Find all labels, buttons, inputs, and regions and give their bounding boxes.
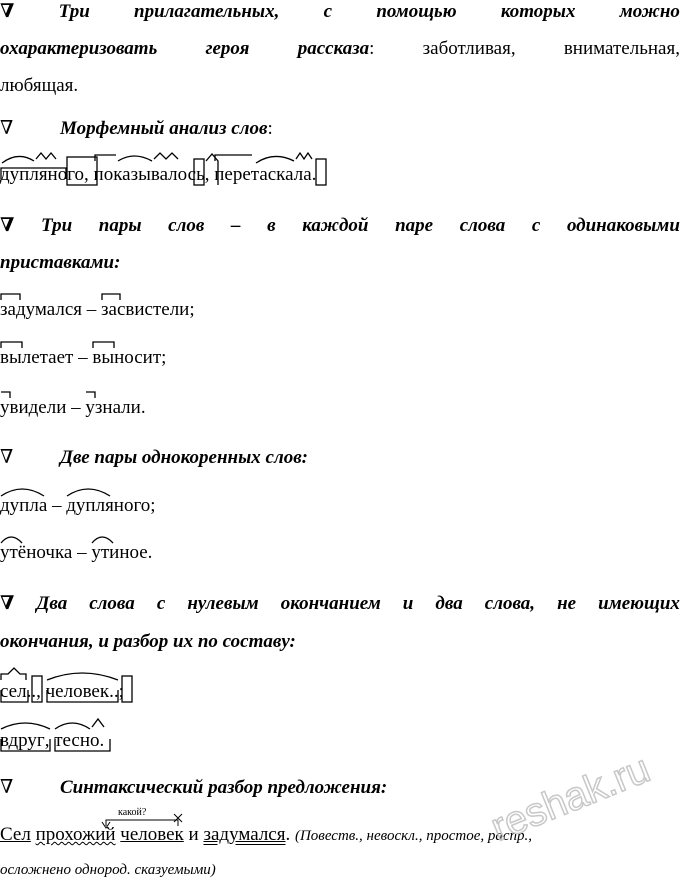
- separator: ,: [36, 681, 46, 702]
- root-word: [66, 494, 155, 518]
- colon: :: [267, 118, 273, 139]
- ending-dots: ..: [109, 681, 119, 702]
- morpheme-word-peretaskala: [214, 163, 311, 187]
- word-text: дупляного: [0, 164, 85, 185]
- morpheme-analysis-line: [0, 163, 680, 187]
- section4-header: [0, 446, 680, 470]
- section2-title: Морфемный анализ слов: [60, 118, 268, 139]
- prefix-word: [0, 298, 82, 322]
- ending-dots: ..: [26, 681, 37, 702]
- header-word: каждой: [302, 215, 369, 236]
- header-word: в: [267, 215, 276, 236]
- root-word: [0, 541, 72, 565]
- prefix-pair-1: [0, 298, 680, 322]
- sentence-subject: человек: [120, 824, 184, 845]
- prefix-word: [0, 396, 66, 420]
- header-word: прилагательных,: [134, 1, 280, 22]
- word-text: узнали.: [85, 397, 146, 418]
- sentence-note-1: (Повеств., невоскл., простое, распр.,: [294, 828, 533, 844]
- word-text: показывалось: [93, 164, 205, 185]
- watermark-text: reshak.ru: [484, 746, 657, 850]
- header-word: и: [402, 593, 414, 614]
- root-word: [0, 494, 47, 518]
- sentence-predicate-1: Сел: [0, 824, 31, 845]
- watermark-logo-icon: [480, 740, 670, 870]
- zero-ending-line: [0, 680, 680, 704]
- section1-header-line1: [0, 0, 680, 24]
- prefix-word: [101, 298, 195, 322]
- period: .: [99, 730, 105, 751]
- period: .: [311, 164, 317, 185]
- prefix-word: [92, 346, 166, 370]
- prefix-word: [85, 396, 145, 420]
- no-ending-word-vdrug: [0, 729, 45, 753]
- sentence-attribute: прохожий: [35, 824, 116, 845]
- root-pair-2: [0, 541, 680, 565]
- header-word: с: [323, 1, 333, 22]
- word-text: выносит;: [92, 347, 167, 368]
- header-word: охарактеризовать: [0, 38, 158, 59]
- header-word: два: [435, 593, 463, 614]
- header-word: рассказа:: [297, 38, 375, 59]
- header-word: с: [156, 593, 166, 614]
- header-word: окончанием: [280, 593, 381, 614]
- semicolon: ;: [118, 681, 124, 702]
- header-word: помощью: [376, 1, 457, 22]
- header-word: –: [230, 215, 241, 236]
- header-word: которых: [500, 1, 576, 22]
- word-text: дупла: [0, 495, 48, 516]
- word-text: тесно: [54, 730, 100, 751]
- word-text: человек: [45, 681, 110, 702]
- separator: ,: [44, 730, 55, 751]
- word-text: утиное.: [91, 542, 153, 563]
- word-text: перетаскала: [214, 164, 312, 185]
- word-text: утёночка: [0, 542, 73, 563]
- section1-header-line2: [0, 37, 680, 61]
- prefix-pair-2: [0, 346, 680, 370]
- sentence-conjunction: и: [188, 824, 199, 845]
- root-pair-1: [0, 494, 680, 518]
- header-word: слова,: [484, 593, 536, 614]
- morpheme-word-dupljanogo: [0, 163, 84, 187]
- answer-word: заботливая,: [422, 38, 516, 59]
- dash: –: [47, 495, 67, 516]
- no-ending-word-tesno: [54, 729, 99, 753]
- header-word: нулевым: [187, 593, 259, 614]
- prefix-word: [0, 346, 73, 370]
- zero-ending-word-sel: [0, 680, 36, 704]
- dash: –: [82, 299, 102, 320]
- header-word: Два: [36, 593, 68, 614]
- period: .: [285, 824, 291, 845]
- separator: ,: [204, 164, 215, 185]
- word-text: сел: [0, 681, 27, 702]
- prefix-pair-3: [0, 396, 680, 420]
- header-word: героя: [205, 38, 250, 59]
- word-text: увидели: [0, 397, 67, 418]
- section3-header-line2: приставками:: [0, 252, 121, 273]
- zero-ending-word-chelovek: [46, 680, 119, 704]
- header-word: паре: [395, 215, 434, 236]
- header-word: имеющих: [598, 593, 680, 614]
- triangle-marker-icon: ∇: [0, 447, 14, 468]
- header-word: Три: [40, 215, 73, 236]
- colon: :: [369, 38, 375, 59]
- morpheme-word-pokazyvalos: [94, 163, 205, 187]
- header-word: не: [557, 593, 577, 614]
- question-label: какой?: [118, 807, 147, 818]
- section1-answer-last: любящая.: [0, 75, 79, 96]
- separator: ,: [84, 164, 94, 185]
- word-text: засвистели;: [101, 299, 195, 320]
- answer-word: внимательная,: [563, 38, 680, 59]
- header-word: слов: [168, 215, 205, 236]
- root-word: [91, 541, 152, 565]
- sentence-predicate-2: задумался: [203, 824, 286, 845]
- section4-title: Две пары однокоренных слов:: [60, 447, 309, 468]
- header-word: с: [531, 215, 541, 236]
- header-word: одинаковыми: [566, 215, 680, 236]
- header-word: Три: [58, 1, 90, 22]
- header-word: слова: [89, 593, 135, 614]
- dash: –: [73, 347, 93, 368]
- triangle-marker-icon: ∇: [0, 1, 15, 22]
- section3-header-line1: [0, 214, 680, 238]
- header-word: слова: [459, 215, 506, 236]
- word-text: вылетает: [0, 347, 74, 368]
- dash: –: [72, 542, 92, 563]
- dash: –: [66, 397, 86, 418]
- triangle-marker-icon: ∇: [0, 215, 15, 236]
- section5-header-line2: окончания, и разбор их по составу:: [0, 631, 296, 652]
- section2-header: [0, 117, 680, 141]
- word-text: дупляного;: [66, 495, 156, 516]
- triangle-marker-icon: ∇: [0, 777, 14, 798]
- word-text: вдруг: [0, 730, 45, 751]
- sentence-note-2: осложнено однород. сказуемыми): [0, 862, 216, 878]
- header-word: можно: [619, 1, 680, 22]
- triangle-marker-icon: ∇: [0, 593, 15, 614]
- section5-header-line1: [0, 592, 680, 616]
- header-word: пары: [98, 215, 142, 236]
- triangle-marker-icon: ∇: [0, 118, 14, 139]
- section6-title: Синтаксический разбор предложения:: [60, 777, 388, 798]
- word-text: задумался: [0, 299, 83, 320]
